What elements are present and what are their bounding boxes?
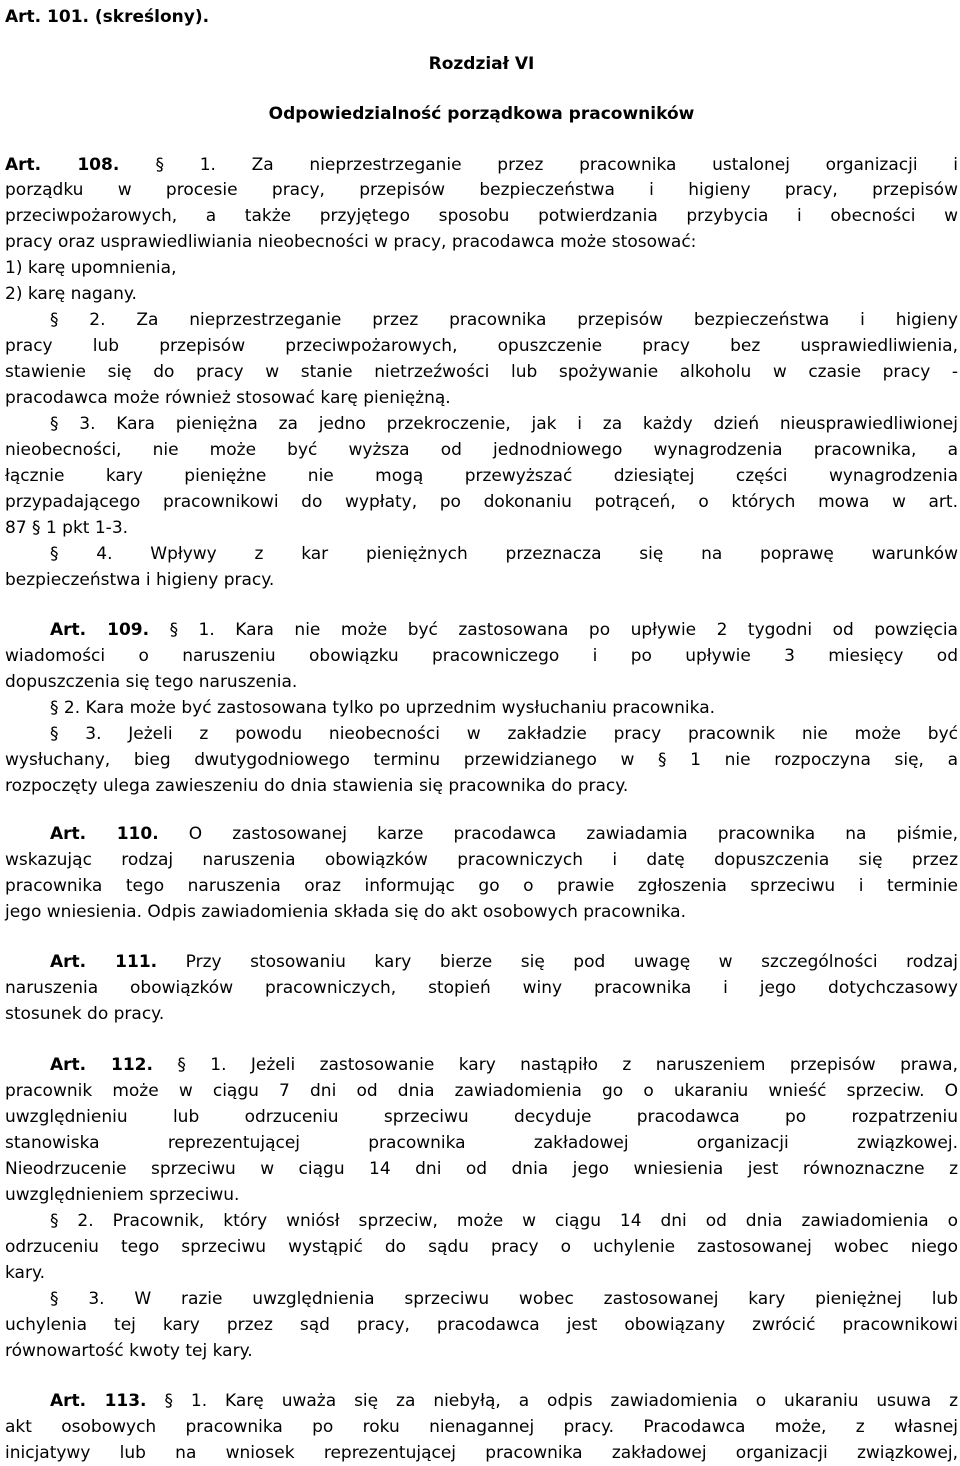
article-111-line: stosunek do pracy.	[5, 1004, 165, 1024]
article-number: Art. 110.	[50, 824, 159, 844]
article-108-paragraph-2: stawienie się do pracy w stanie nietrzeźwości lub spożywanie alkoholu w czasie pracy -	[5, 362, 958, 382]
article-113-line: inicjatywy lub na wniosek reprezentującej pracownika zakładowej organizacji związkowej,	[5, 1443, 958, 1463]
article-112-paragraph-2: § 2. Pracownik, który wniósł sprzeciw, może w ciągu 14 dni od dnia zawiadomienia o	[50, 1211, 958, 1231]
list-item-upomnienie: 1) karę upomnienia,	[5, 258, 177, 278]
article-109-line: Art. 109. § 1. Kara nie może być zastosowana po upływie 2 tygodni od powzięcia	[50, 620, 958, 640]
article-number: Art. 112.	[50, 1055, 153, 1075]
article-109-line: dopuszczenia się tego naruszenia.	[5, 672, 298, 692]
article-111-line: naruszenia obowiązków pracowniczych, stopień winy pracownika i jego dotychczasowy	[5, 978, 958, 998]
article-110-line: pracownika tego naruszenia oraz informując go o prawie zgłoszenia sprzeciwu i terminie	[5, 876, 958, 896]
article-112-line: stanowiska reprezentującej pracownika zakładowej organizacji związkowej.	[5, 1133, 958, 1153]
article-108-paragraph-3: przypadającego pracownikowi do wypłaty, po dokonaniu potrąceń, o których mowa w art.	[5, 492, 958, 512]
article-108-line: Art. 108. § 1. Za nieprzestrzeganie przez pracownika ustalonej organizacji i	[5, 155, 958, 175]
article-number: Art. 113.	[50, 1391, 147, 1411]
article-112-paragraph-2: odrzuceniu tego sprzeciwu wystąpić do sądu pracy o uchylenie zastosowanej wobec niego	[5, 1237, 958, 1257]
article-112-line: Art. 112. § 1. Jeżeli zastosowanie kary nastąpiło z naruszeniem przepisów prawa,	[50, 1055, 958, 1075]
article-112-line: uwzględnieniem sprzeciwu.	[5, 1185, 240, 1205]
article-112-paragraph-3: równowartość kwoty tej kary.	[5, 1341, 253, 1361]
article-101: Art. 101. (skreślony).	[5, 7, 210, 27]
article-108-line: porządku w procesie pracy, przepisów bezpieczeństwa i higieny pracy, przepisów	[5, 180, 958, 200]
article-108-line: pracy oraz usprawiedliwiania nieobecności w pracy, pracodawca może stosować:	[5, 232, 697, 252]
article-108-paragraph-3: łącznie kary pieniężne nie mogą przewyższać dziesiątej części wynagrodzenia	[5, 466, 958, 486]
article-108-paragraph-2: pracodawca może również stosować karę pieniężną.	[5, 388, 451, 408]
chapter-number: Rozdział VI	[428, 54, 535, 74]
article-112-paragraph-3: uchylenia tej kary przez sąd pracy, pracodawca jest obowiązany zwrócić pracownikowi	[5, 1315, 958, 1335]
article-111-line: Art. 111. Przy stosowaniu kary bierze się pod uwagę w szczególności rodzaj	[50, 952, 958, 972]
article-108-line: przeciwpożarowych, a także przyjętego sposobu potwierdzania przybycia i obecności w	[5, 206, 958, 226]
article-108-paragraph-3: 87 § 1 pkt 1-3.	[5, 518, 129, 538]
article-112-paragraph-2: kary.	[5, 1263, 45, 1283]
chapter-title: Odpowiedzialność porządkowa pracowników	[268, 104, 695, 124]
article-109-line: wiadomości o naruszeniu obowiązku pracowniczego i po upływie 3 miesięcy od	[5, 646, 958, 666]
article-113-line: Art. 113. § 1. Karę uważa się za niebyłą, a odpis zawiadomienia o ukaraniu usuwa z	[50, 1391, 958, 1411]
article-108-paragraph-2: pracy lub przepisów przeciwpożarowych, opuszczenie pracy bez usprawiedliwienia,	[5, 336, 958, 356]
article-112-line: pracownik może w ciągu 7 dni od dnia zawiadomienia go o ukaraniu wnieść sprzeciw. O	[5, 1081, 958, 1101]
article-110-line: Art. 110. O zastosowanej karze pracodawca zawiadamia pracownika na piśmie,	[50, 824, 958, 844]
article-number: Art. 111.	[50, 952, 158, 972]
article-110-line: wskazując rodzaj naruszenia obowiązków pracowniczych i datę dopuszczenia się przez	[5, 850, 958, 870]
article-109-paragraph-3: wysłuchany, bieg dwutygodniowego terminu przewidzianego w § 1 nie rozpoczyna się, a	[5, 750, 958, 770]
article-110-line: jego wniesienia. Odpis zawiadomienia składa się do akt osobowych pracownika.	[5, 902, 686, 922]
article-109-paragraph-3: rozpoczęty ulega zawieszeniu do dnia stawienia się pracownika do pracy.	[5, 776, 629, 796]
article-112-line: uwzględnieniu lub odrzuceniu sprzeciwu decyduje pracodawca po rozpatrzeniu	[5, 1107, 958, 1127]
list-item-nagana: 2) karę nagany.	[5, 284, 137, 304]
article-number: Art. 108.	[5, 155, 156, 175]
article-108-paragraph-2: § 2. Za nieprzestrzeganie przez pracownika przepisów bezpieczeństwa i higieny	[50, 310, 958, 330]
article-number: Art. 109.	[50, 620, 150, 640]
article-108-paragraph-4: § 4. Wpływy z kar pieniężnych przeznacza się na poprawę warunków	[50, 544, 958, 564]
article-109-paragraph-2: § 2. Kara może być zastosowana tylko po uprzednim wysłuchaniu pracownika.	[50, 698, 716, 718]
article-109-paragraph-3: § 3. Jeżeli z powodu nieobecności w zakładzie pracy pracownik nie może być	[50, 724, 958, 744]
article-108-paragraph-3: § 3. Kara pieniężna za jedno przekroczenie, jak i za każdy dzień nieusprawiedliwionej	[50, 414, 958, 434]
article-112-line: Nieodrzucenie sprzeciwu w ciągu 14 dni od dnia jego wniesienia jest równoznaczne z	[5, 1159, 958, 1179]
article-113-line: akt osobowych pracownika po roku nienagannej pracy. Pracodawca może, z własnej	[5, 1417, 958, 1437]
article-112-paragraph-3: § 3. W razie uwzględnienia sprzeciwu wobec zastosowanej kary pieniężnej lub	[50, 1289, 958, 1309]
article-108-paragraph-3: nieobecności, nie może być wyższa od jednodniowego wynagrodzenia pracownika, a	[5, 440, 958, 460]
article-108-paragraph-4: bezpieczeństwa i higieny pracy.	[5, 570, 275, 590]
